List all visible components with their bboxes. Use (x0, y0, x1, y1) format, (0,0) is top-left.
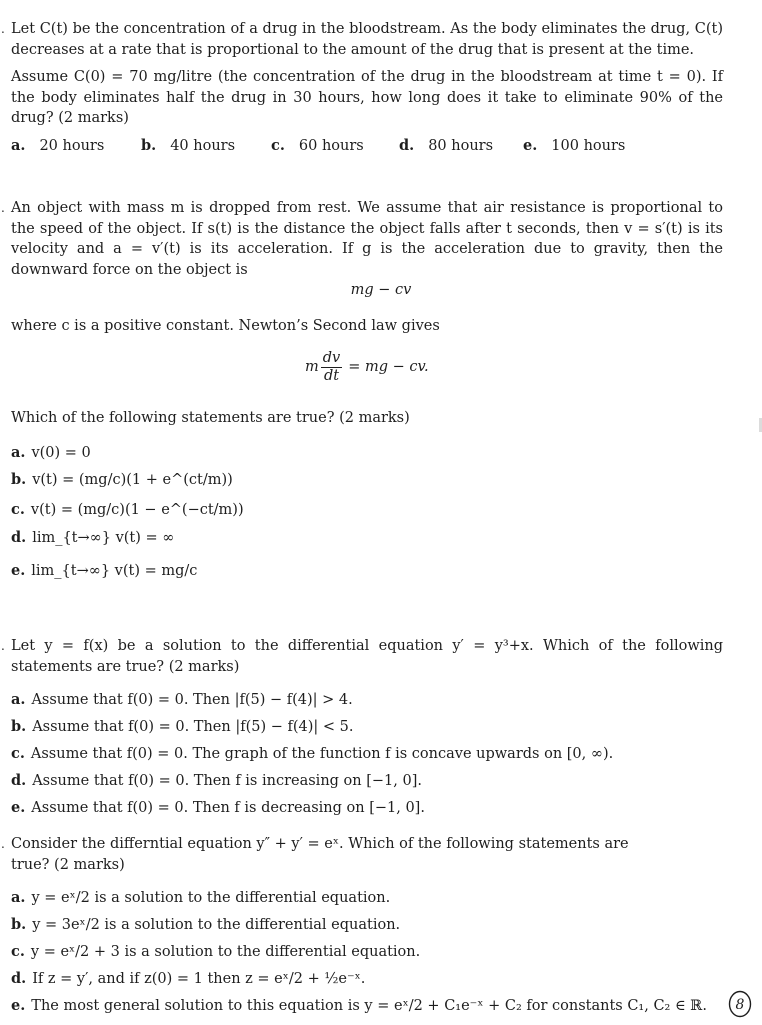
q1-option-c[interactable]: c. 60 hours (271, 137, 364, 154)
q4-option-c[interactable]: c. y = eˣ/2 + 3 is a solution to the differential equation. (11, 943, 421, 960)
q2-option-d[interactable]: d. lim_{t→∞} v(t) = ∞ (11, 529, 175, 546)
q4-option-a[interactable]: a. y = eˣ/2 is a solution to the differential equation. (11, 889, 391, 906)
q3-option-c[interactable]: c. Assume that f(0) = 0. The graph of the function f is concave upwards on [0, ∞). (11, 745, 614, 762)
q2-option-e[interactable]: e. lim_{t→∞} v(t) = mg/c (11, 562, 198, 579)
q3-option-a[interactable]: a. Assume that f(0) = 0. Then |f(5) − f(4)| > 4. (11, 691, 353, 708)
question-bullet: . (1, 639, 5, 653)
q1-question: Assume C(0) = 70 mg/litre (the concentration of the drug in the bloodstream at time t = 0). If the body eliminates half the drug in 30 hours, how long does it take to eliminate 90% of the drug? (2 marks) (11, 69, 723, 126)
page-mark-number: 8 (735, 997, 745, 1013)
page-mark-circle (728, 990, 752, 1018)
q3-stem: Let y = f(x) be a solution to the differential equation y′ = y³+x. Which of the following statements are true? (2 marks) (11, 638, 723, 675)
q2-force-equation: mg − cv (350, 282, 412, 298)
q2-stem: An object with mass m is dropped from rest. We assume that air resistance is proportional to the speed of the object. If s(t) is the distance the object falls after t seconds, then v = s′(t) is its velocity and a = v′(t) is its acceleration. If g is the acceleration due to gravity, then the downward force on the object is (11, 200, 723, 278)
newton-lhs: m (305, 359, 319, 376)
q2-question: Which of the following statements are true? (2 marks) (11, 410, 410, 426)
newton-fraction: $\frac{dv}{dt}$ (322, 350, 341, 384)
question-bullet: . (1, 22, 5, 36)
q2-mid-text: where c is a positive constant. Newton’s Second law gives (11, 318, 440, 334)
q2-option-c[interactable]: c. v(t) = (mg/c)(1 − e^(−ct/m)) (11, 501, 244, 518)
q1-option-d[interactable]: d. 80 hours (399, 137, 494, 154)
q1-option-b[interactable]: b. 40 hours (141, 137, 236, 154)
q1-option-e[interactable]: e. 100 hours (523, 137, 626, 154)
q4-option-e[interactable]: e. The most general solution to this equation is y = eˣ/2 + C₁e⁻ˣ + C₂ for constants C₁, C₂ ∈ ℝ. (11, 997, 707, 1014)
q3-option-d[interactable]: d. Assume that f(0) = 0. Then f is increasing on [−1, 0]. (11, 772, 422, 789)
q4-option-d[interactable]: d. If z = y′, and if z(0) = 1 then z = eˣ/2 + ½e⁻ˣ. (11, 970, 366, 987)
question-bullet: . (1, 201, 5, 215)
q2-newton-equation (305, 350, 429, 390)
question-bullet: . (1, 837, 5, 851)
q1-option-a[interactable]: a. 20 hours (11, 137, 105, 154)
q4-option-b[interactable]: b. y = 3eˣ/2 is a solution to the differential equation. (11, 916, 401, 933)
q3-option-b[interactable]: b. Assume that f(0) = 0. Then |f(5) − f(4)| < 5. (11, 718, 354, 735)
q4-stem: Consider the differntial equation y″ + y′ = eˣ. Which of the following statements are true? (2 marks) (11, 836, 629, 873)
newton-rhs: = mg − cv. (348, 359, 429, 376)
q1-stem: Let C(t) be the concentration of a drug in the bloodstream. As the body eliminates the drug, C(t) decreases at a rate that is proportional to the amount of the drug that is present at the time. (11, 21, 723, 58)
q2-option-b[interactable]: b. v(t) = (mg/c)(1 + e^(ct/m)) (11, 471, 233, 488)
q3-option-e[interactable]: e. Assume that f(0) = 0. Then f is decreasing on [−1, 0]. (11, 799, 425, 816)
q2-option-a[interactable]: a. v(0) = 0 (11, 444, 91, 461)
